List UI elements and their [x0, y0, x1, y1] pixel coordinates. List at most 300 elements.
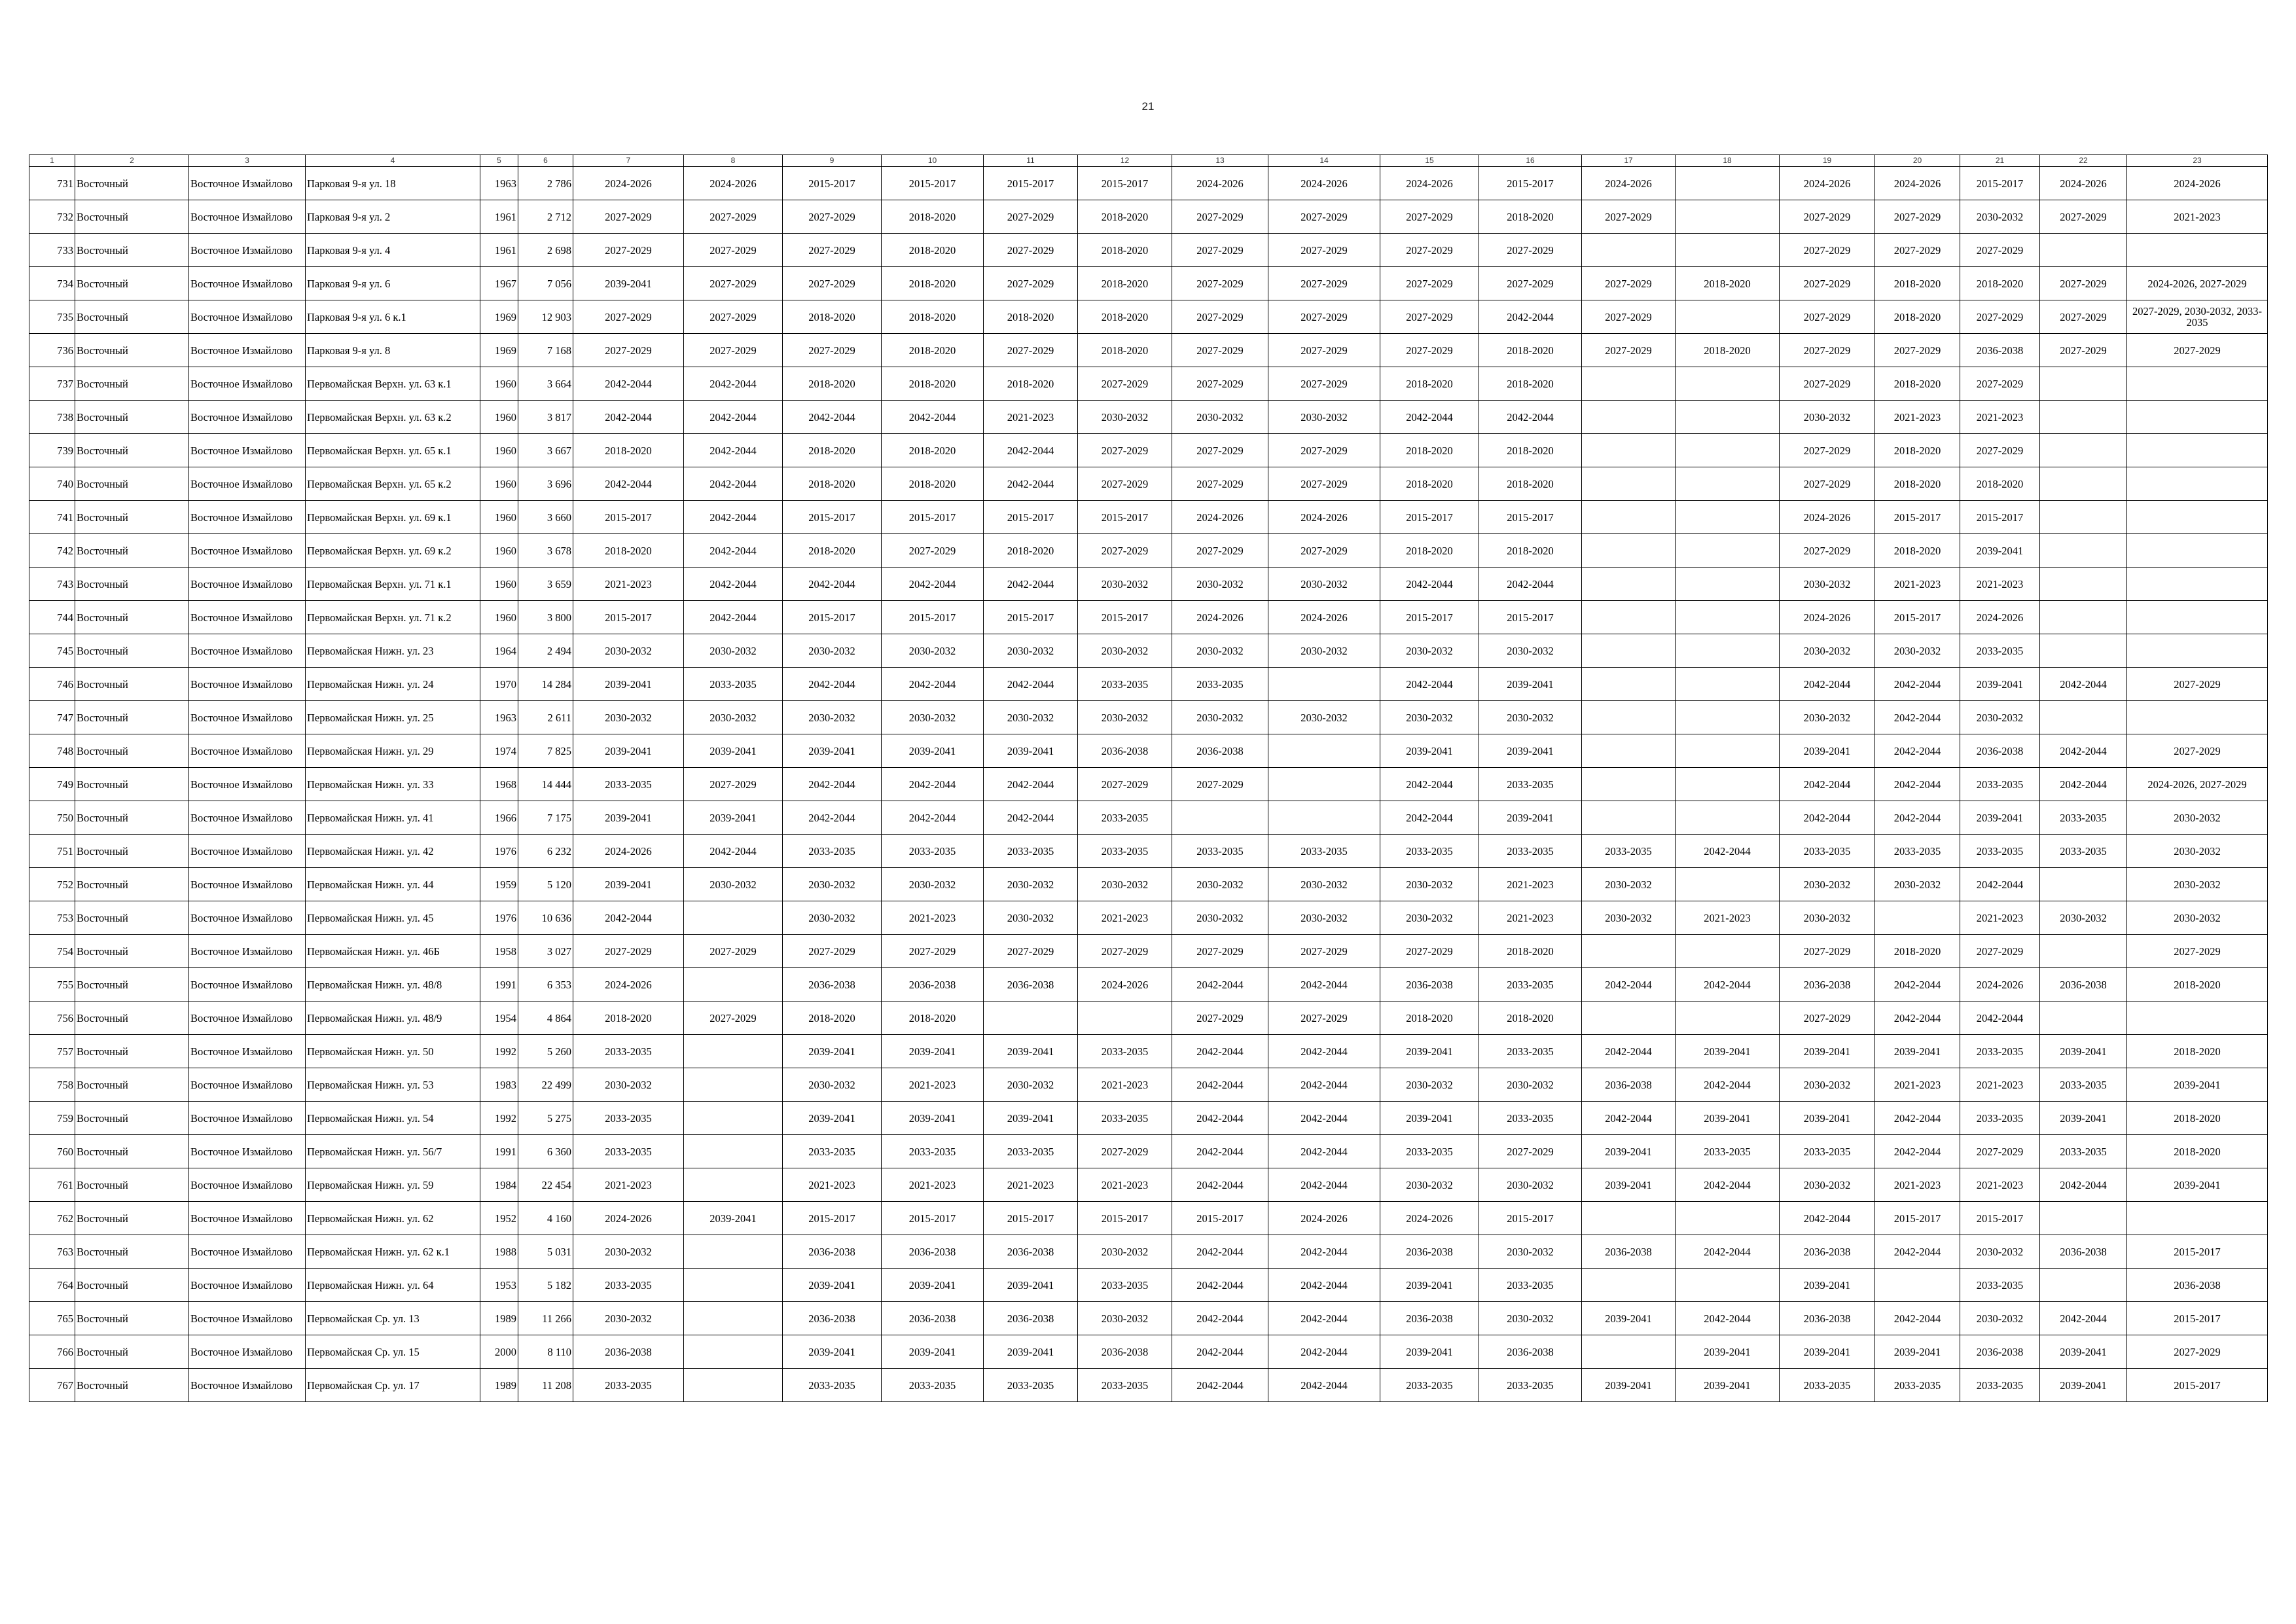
column-header-18: 18: [1676, 155, 1780, 167]
table-cell: 2015-2017: [1960, 501, 2040, 534]
table-cell: 2033-2035: [1875, 1369, 1960, 1402]
table-cell: Восточное Измайлово: [189, 300, 306, 334]
table-cell: [1676, 1202, 1780, 1235]
table-row: [29, 334, 2268, 367]
table-cell: 2042-2044: [573, 401, 684, 434]
table-cell: [1582, 1269, 1676, 1302]
table-cell: [1676, 200, 1780, 234]
table-cell: 2036-2038: [984, 1302, 1078, 1335]
table-cell: 2042-2044: [1479, 568, 1582, 601]
table-cell: 2030-2032: [1078, 568, 1172, 601]
table-cell: 1976: [480, 901, 518, 935]
table-cell: 748: [29, 734, 75, 768]
table-cell: 2030-2032: [984, 634, 1078, 668]
table-cell: 2027-2029: [2040, 200, 2127, 234]
table-cell: Восточный: [75, 868, 189, 901]
table-cell: 2042-2044: [1780, 668, 1875, 701]
table-cell: 7 175: [518, 801, 573, 835]
table-cell: 2030-2032: [1479, 1068, 1582, 1102]
table-cell: 2018-2020: [1875, 467, 1960, 501]
table-cell: 2033-2035: [1172, 835, 1268, 868]
table-cell: 757: [29, 1035, 75, 1068]
table-cell: Первомайская Нижн. ул. 42: [306, 835, 480, 868]
table-cell: [684, 1369, 783, 1402]
table-cell: 2015-2017: [1479, 167, 1582, 200]
table-cell: [2040, 601, 2127, 634]
table-cell: 2042-2044: [1875, 701, 1960, 734]
table-cell: 2027-2029: [1780, 334, 1875, 367]
table-cell: 2018-2020: [1479, 467, 1582, 501]
table-cell: [1676, 1269, 1780, 1302]
table-cell: 2027-2029: [1172, 768, 1268, 801]
table-cell: 2015-2017: [1479, 601, 1582, 634]
table-cell: 733: [29, 234, 75, 267]
table-cell: 2039-2041: [573, 868, 684, 901]
table-cell: 2018-2020: [1078, 234, 1172, 267]
table-cell: 2033-2035: [1780, 835, 1875, 868]
table-cell: [684, 1102, 783, 1135]
table-cell: 2042-2044: [882, 568, 984, 601]
table-cell: 746: [29, 668, 75, 701]
table-cell: 2042-2044: [1380, 801, 1479, 835]
table-cell: Восточное Измайлово: [189, 868, 306, 901]
table-cell: 2036-2038: [1960, 734, 2040, 768]
table-cell: 2033-2035: [1078, 1369, 1172, 1402]
table-cell: 2042-2044: [684, 367, 783, 401]
table-cell: 2030-2032: [2127, 835, 2268, 868]
table-cell: Восточный: [75, 1269, 189, 1302]
table-cell: 2027-2029: [1172, 1001, 1268, 1035]
table-cell: 2042-2044: [1875, 1102, 1960, 1135]
table-cell: Первомайская Ср. ул. 17: [306, 1369, 480, 1402]
table-cell: Восточное Измайлово: [189, 1168, 306, 1202]
table-cell: 2042-2044: [1172, 968, 1268, 1001]
table-cell: 2018-2020: [984, 300, 1078, 334]
table-cell: 2042-2044: [684, 401, 783, 434]
table-cell: 2018-2020: [1676, 267, 1780, 300]
column-header-7: 7: [573, 155, 684, 167]
table-cell: Первомайская Нижн. ул. 62 к.1: [306, 1235, 480, 1269]
table-cell: 2021-2023: [1960, 1068, 2040, 1102]
table-cell: [1582, 367, 1676, 401]
column-header-13: 13: [1172, 155, 1268, 167]
table-cell: Восточный: [75, 668, 189, 701]
table-cell: 1991: [480, 968, 518, 1001]
table-cell: [1582, 501, 1676, 534]
table-cell: Восточный: [75, 1202, 189, 1235]
table-cell: 2030-2032: [1268, 901, 1380, 935]
table-cell: 2000: [480, 1335, 518, 1369]
table-cell: Восточное Измайлово: [189, 167, 306, 200]
table-cell: 2039-2041: [984, 1335, 1078, 1369]
table-cell: 1967: [480, 267, 518, 300]
table-cell: 741: [29, 501, 75, 534]
table-cell: 2024-2026: [1875, 167, 1960, 200]
table-row: [29, 501, 2268, 534]
table-cell: 2042-2044: [1268, 1369, 1380, 1402]
table-cell: 2027-2029: [1780, 467, 1875, 501]
table-cell: 2039-2041: [573, 801, 684, 835]
table-cell: Первомайская Верхн. ул. 63 к.1: [306, 367, 480, 401]
table-cell: [1676, 1001, 1780, 1035]
table-cell: Восточный: [75, 167, 189, 200]
table-row: [29, 1168, 2268, 1202]
table-cell: 2027-2029: [1172, 367, 1268, 401]
table-cell: Восточный: [75, 701, 189, 734]
table-cell: 2018-2020: [1078, 267, 1172, 300]
table-cell: 2033-2035: [1780, 1369, 1875, 1402]
table-cell: Первомайская Нижн. ул. 59: [306, 1168, 480, 1202]
table-cell: Восточное Измайлово: [189, 534, 306, 568]
table-cell: 2015-2017: [1479, 1202, 1582, 1235]
table-cell: 2027-2029: [1172, 434, 1268, 467]
table-cell: Восточное Измайлово: [189, 901, 306, 935]
table-cell: 732: [29, 200, 75, 234]
table-row: [29, 1001, 2268, 1035]
table-cell: [1582, 734, 1676, 768]
table-cell: 2021-2023: [1078, 1168, 1172, 1202]
table-cell: 2033-2035: [573, 1135, 684, 1168]
table-cell: [1676, 935, 1780, 968]
table-cell: 2015-2017: [984, 601, 1078, 634]
table-cell: 2024-2026: [1780, 601, 1875, 634]
table-cell: 2024-2026: [1172, 167, 1268, 200]
table-cell: 2024-2026, 2027-2029: [2127, 267, 2268, 300]
column-header-22: 22: [2040, 155, 2127, 167]
table-cell: 2042-2044: [1268, 1335, 1380, 1369]
table-cell: 2024-2026: [1960, 968, 2040, 1001]
table-cell: Восточное Измайлово: [189, 734, 306, 768]
table-cell: 1953: [480, 1269, 518, 1302]
table-cell: 2033-2035: [783, 1369, 882, 1402]
table-cell: 6 353: [518, 968, 573, 1001]
table-cell: 2027-2029: [684, 1001, 783, 1035]
table-cell: 2036-2038: [2127, 1269, 2268, 1302]
table-cell: 2033-2035: [1078, 1102, 1172, 1135]
table-cell: 1961: [480, 200, 518, 234]
table-cell: 2027-2029: [573, 234, 684, 267]
table-cell: 2018-2020: [1479, 1001, 1582, 1035]
table-row: [29, 534, 2268, 568]
table-cell: 2030-2032: [1380, 634, 1479, 668]
table-cell: 754: [29, 935, 75, 968]
table-cell: 5 120: [518, 868, 573, 901]
table-cell: Восточное Измайлово: [189, 1202, 306, 1235]
table-cell: 2039-2041: [1479, 801, 1582, 835]
table-cell: 2042-2044: [1875, 1235, 1960, 1269]
table-cell: [1676, 434, 1780, 467]
table-cell: 2024-2026: [1268, 601, 1380, 634]
table-cell: 5 275: [518, 1102, 573, 1135]
table-cell: 1984: [480, 1168, 518, 1202]
table-row: [29, 801, 2268, 835]
table-cell: 2039-2041: [783, 1035, 882, 1068]
table-cell: 2027-2029: [1380, 334, 1479, 367]
table-cell: 2027-2029: [1960, 367, 2040, 401]
table-cell: Восточное Измайлово: [189, 234, 306, 267]
table-cell: 2018-2020: [1479, 434, 1582, 467]
table-cell: 2030-2032: [1380, 1168, 1479, 1202]
table-cell: 2036-2038: [2040, 1235, 2127, 1269]
table-cell: 763: [29, 1235, 75, 1269]
table-cell: 2030-2032: [573, 1235, 684, 1269]
table-cell: 2042-2044: [1380, 668, 1479, 701]
table-cell: 2039-2041: [2040, 1335, 2127, 1369]
table-body: [29, 167, 2268, 1402]
table-cell: 2027-2029: [1078, 935, 1172, 968]
table-cell: [684, 1235, 783, 1269]
column-header-3: 3: [189, 155, 306, 167]
table-cell: 2033-2035: [1780, 1135, 1875, 1168]
table-cell: 2018-2020: [882, 234, 984, 267]
table-cell: Восточный: [75, 968, 189, 1001]
table-cell: 2042-2044: [783, 768, 882, 801]
table-cell: Восточный: [75, 367, 189, 401]
table-cell: 2027-2029: [2040, 267, 2127, 300]
table-cell: [684, 1068, 783, 1102]
table-cell: 2018-2020: [1078, 300, 1172, 334]
table-cell: Восточный: [75, 1001, 189, 1035]
table-cell: 2021-2023: [1078, 1068, 1172, 1102]
table-cell: Восточное Измайлово: [189, 1235, 306, 1269]
table-cell: 2033-2035: [1960, 768, 2040, 801]
table-cell: 2021-2023: [2127, 200, 2268, 234]
table-cell: 2015-2017: [2127, 1302, 2268, 1335]
table-cell: 2027-2029: [1960, 1135, 2040, 1168]
table-cell: 2033-2035: [1479, 835, 1582, 868]
table-cell: 2021-2023: [984, 401, 1078, 434]
table-cell: 2042-2044: [573, 367, 684, 401]
table-cell: 2021-2023: [783, 1168, 882, 1202]
table-cell: 5 182: [518, 1269, 573, 1302]
table-cell: 2027-2029: [984, 267, 1078, 300]
table-cell: 2027-2029: [1172, 234, 1268, 267]
table-cell: 1989: [480, 1369, 518, 1402]
table-cell: Первомайская Нижн. ул. 33: [306, 768, 480, 801]
table-cell: 2027-2029: [882, 534, 984, 568]
table-cell: 2033-2035: [984, 1135, 1078, 1168]
table-cell: 2027-2029: [984, 234, 1078, 267]
table-cell: 2033-2035: [1172, 668, 1268, 701]
table-cell: 11 266: [518, 1302, 573, 1335]
table-cell: 738: [29, 401, 75, 434]
table-cell: 2027-2029: [783, 267, 882, 300]
table-row: [29, 734, 2268, 768]
table-cell: 2027-2029: [1268, 267, 1380, 300]
table-cell: 2030-2032: [984, 901, 1078, 935]
table-cell: 2027-2029: [1479, 1135, 1582, 1168]
table-cell: 5 260: [518, 1035, 573, 1068]
table-cell: 2033-2035: [882, 1135, 984, 1168]
table-cell: 2027-2029: [1582, 267, 1676, 300]
table-cell: [2040, 634, 2127, 668]
table-cell: Восточное Измайлово: [189, 835, 306, 868]
table-cell: 2015-2017: [882, 501, 984, 534]
table-row: [29, 1335, 2268, 1369]
table-cell: 6 232: [518, 835, 573, 868]
column-header-11: 11: [984, 155, 1078, 167]
table-cell: 2042-2044: [984, 668, 1078, 701]
table-cell: 2042-2044: [984, 768, 1078, 801]
table-cell: 2027-2029: [1380, 267, 1479, 300]
table-cell: [2040, 434, 2127, 467]
table-cell: 2030-2032: [1479, 1168, 1582, 1202]
table-cell: 2039-2041: [984, 1102, 1078, 1135]
table-cell: 2033-2035: [1078, 801, 1172, 835]
table-row: [29, 1102, 2268, 1135]
table-cell: Парковая 9-я ул. 6: [306, 267, 480, 300]
table-cell: 755: [29, 968, 75, 1001]
table-cell: 2015-2017: [573, 601, 684, 634]
table-cell: 2024-2026: [684, 167, 783, 200]
table-cell: 2039-2041: [984, 1035, 1078, 1068]
table-cell: 2024-2026: [1960, 601, 2040, 634]
table-cell: 2030-2032: [1078, 701, 1172, 734]
table-cell: 2042-2044: [1582, 968, 1676, 1001]
table-cell: 2030-2032: [1780, 701, 1875, 734]
table-cell: 2039-2041: [882, 1102, 984, 1135]
table-cell: 2030-2032: [1479, 1302, 1582, 1335]
table-cell: 2042-2044: [1172, 1102, 1268, 1135]
table-cell: 2027-2029: [1780, 1001, 1875, 1035]
table-cell: 761: [29, 1168, 75, 1202]
table-cell: 737: [29, 367, 75, 401]
table-cell: 2018-2020: [882, 334, 984, 367]
table-cell: 2042-2044: [1268, 1302, 1380, 1335]
table-cell: 2027-2029: [1479, 267, 1582, 300]
table-cell: 7 056: [518, 267, 573, 300]
table-cell: 2027-2029: [1172, 935, 1268, 968]
table-row: [29, 1202, 2268, 1235]
table-cell: 2027-2029: [684, 200, 783, 234]
table-cell: [1676, 568, 1780, 601]
table-cell: Восточное Измайлово: [189, 267, 306, 300]
table-cell: 2030-2032: [1780, 868, 1875, 901]
table-cell: 2042-2044: [1479, 300, 1582, 334]
table-cell: Первомайская Ср. ул. 13: [306, 1302, 480, 1335]
table-cell: 12 903: [518, 300, 573, 334]
table-cell: 2030-2032: [1875, 634, 1960, 668]
table-cell: Восточный: [75, 801, 189, 835]
table-cell: 2033-2035: [1479, 968, 1582, 1001]
table-cell: Восточный: [75, 534, 189, 568]
table-cell: [1676, 734, 1780, 768]
table-cell: 2039-2041: [1875, 1335, 1960, 1369]
table-cell: 2018-2020: [1479, 534, 1582, 568]
table-cell: 2033-2035: [1479, 768, 1582, 801]
table-cell: 1960: [480, 434, 518, 467]
table-cell: 2030-2032: [1172, 868, 1268, 901]
table-cell: 2027-2029: [684, 234, 783, 267]
table-cell: 2027-2029: [573, 935, 684, 968]
table-cell: 2036-2038: [2040, 968, 2127, 1001]
table-cell: 2027-2029: [684, 267, 783, 300]
table-cell: 2018-2020: [882, 367, 984, 401]
data-table: [29, 154, 2268, 1402]
table-cell: Восточное Измайлово: [189, 601, 306, 634]
table-cell: 2042-2044: [1960, 868, 2040, 901]
table-cell: 2042-2044: [684, 467, 783, 501]
table-cell: 2021-2023: [1960, 568, 2040, 601]
table-cell: [1582, 701, 1676, 734]
table-cell: 2042-2044: [1268, 1102, 1380, 1135]
table-cell: [2040, 568, 2127, 601]
table-cell: [984, 1001, 1078, 1035]
table-cell: 2042-2044: [1380, 568, 1479, 601]
table-cell: 2015-2017: [984, 1202, 1078, 1235]
table-cell: 2039-2041: [783, 1269, 882, 1302]
table-cell: Парковая 9-я ул. 4: [306, 234, 480, 267]
table-cell: 2018-2020: [882, 267, 984, 300]
table-cell: 2030-2032: [984, 868, 1078, 901]
table-cell: Восточный: [75, 1102, 189, 1135]
table-cell: 2042-2044: [1268, 1068, 1380, 1102]
table-cell: [684, 968, 783, 1001]
table-cell: 2033-2035: [573, 768, 684, 801]
table-cell: 2033-2035: [1380, 1135, 1479, 1168]
column-header-16: 16: [1479, 155, 1582, 167]
table-cell: Парковая 9-я ул. 6 к.1: [306, 300, 480, 334]
table-cell: 1983: [480, 1068, 518, 1102]
table-cell: 2024-2026: [2127, 167, 2268, 200]
table-cell: 745: [29, 634, 75, 668]
table-cell: 2042-2044: [684, 568, 783, 601]
column-header-19: 19: [1780, 155, 1875, 167]
table-cell: 2042-2044: [882, 801, 984, 835]
table-cell: 2030-2032: [1172, 401, 1268, 434]
table-cell: 2018-2020: [2127, 1102, 2268, 1135]
table-cell: 2033-2035: [1960, 1102, 2040, 1135]
table-cell: 1966: [480, 801, 518, 835]
table-cell: 2030-2032: [573, 701, 684, 734]
table-cell: 2027-2029: [1875, 234, 1960, 267]
table-cell: 2036-2038: [1172, 734, 1268, 768]
table-cell: 2042-2044: [783, 401, 882, 434]
table-cell: 2027-2029: [1780, 534, 1875, 568]
table-cell: 2021-2023: [1875, 1168, 1960, 1202]
table-cell: 2015-2017: [783, 167, 882, 200]
table-cell: 758: [29, 1068, 75, 1102]
table-cell: 2027-2029: [1268, 1001, 1380, 1035]
column-header-5: 5: [480, 155, 518, 167]
table-cell: Первомайская Нижн. ул. 56/7: [306, 1135, 480, 1168]
table-cell: 2027-2029: [2040, 334, 2127, 367]
table-cell: Первомайская Нижн. ул. 50: [306, 1035, 480, 1068]
table-cell: 2039-2041: [1676, 1035, 1780, 1068]
table-row: [29, 668, 2268, 701]
table-cell: 2018-2020: [1380, 367, 1479, 401]
table-cell: [2127, 568, 2268, 601]
table-cell: 2015-2017: [984, 167, 1078, 200]
table-cell: 22 454: [518, 1168, 573, 1202]
table-cell: [2040, 868, 2127, 901]
table-cell: 2027-2029: [1268, 434, 1380, 467]
table-cell: [2040, 1202, 2127, 1235]
table-cell: 2042-2044: [1780, 1202, 1875, 1235]
table-cell: 2015-2017: [1078, 501, 1172, 534]
table-cell: 2018-2020: [1380, 467, 1479, 501]
table-cell: Первомайская Верхн. ул. 69 к.2: [306, 534, 480, 568]
table-cell: 2027-2029: [2127, 935, 2268, 968]
table-cell: 2030-2032: [1172, 701, 1268, 734]
column-header-17: 17: [1582, 155, 1676, 167]
table-cell: 1968: [480, 768, 518, 801]
table-cell: 2039-2041: [1582, 1369, 1676, 1402]
table-cell: 2015-2017: [1380, 501, 1479, 534]
table-cell: 2015-2017: [1172, 1202, 1268, 1235]
table-cell: 2042-2044: [1268, 1168, 1380, 1202]
table-cell: 2027-2029: [1268, 534, 1380, 568]
